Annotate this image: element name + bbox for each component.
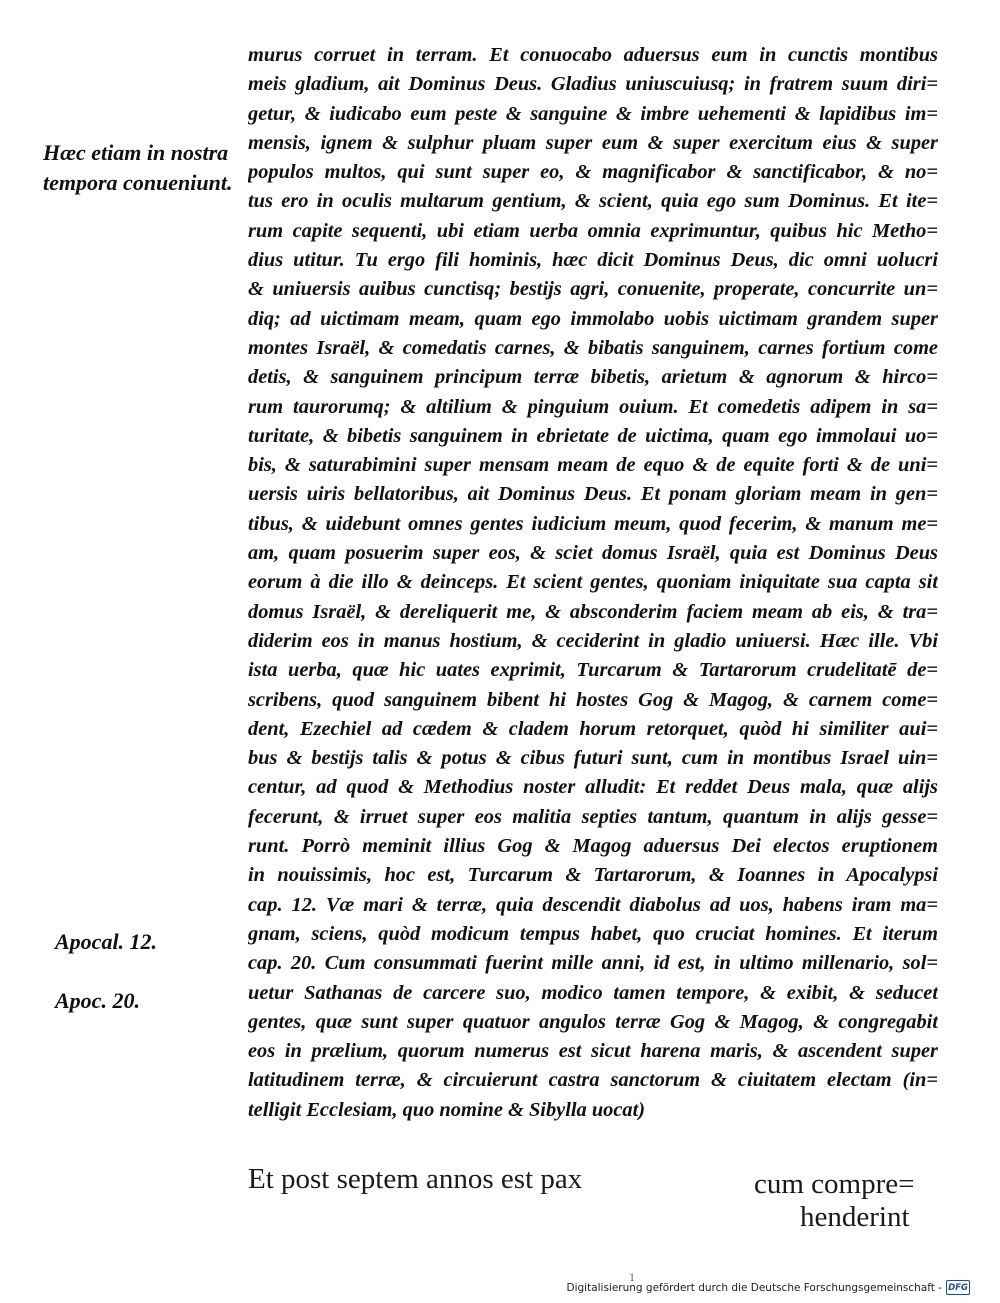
text-line: bus & bestijs talis & potus & cibus futuri sunt, cum in montibus Israel uin= [248,747,938,770]
text-line: telligit Ecclesiam, quo nomine & Sibylla uocat) [248,1098,646,1121]
text-line: getur, & iudicabo eum peste & sanguine & imbre uehementi & lapidibus im= [248,102,938,125]
text-line: diderim eos in manus hostium, & ceciderint in gladio uniuersi. Hæc ille. Vbi [248,629,938,652]
text-line: rum capite sequenti, ubi etiam uerba omnia exprimuntur, quibus hic Metho= [248,219,938,242]
text-line: eorum à die illo & deinceps. Et scient gentes, quoniam iniquitate sua capta sit [248,571,938,594]
text-line: & uniuersis auibus cunctisq; bestijs agri, conuenite, properate, concurrite un= [248,278,938,301]
text-line: turitate, & bibetis sanguinem in ebrietate de uictima, quam ego immolaui uo= [248,424,938,447]
text-line: in nouissimis, hoc est, Turcarum & Tartarorum, & Ioannes in Apocalypsi [248,864,938,887]
text-line: latitudinem terræ, & circuierunt castra sanctorum & ciuitatem electam (in= [248,1069,938,1092]
text-line: tus ero in oculis multarum gentium, & scient, quia ego sum Dominus. Et ite= [248,190,938,213]
text-line: runt. Porrò meminit illius Gog & Magog aduersus Dei electos eruptionem [248,835,938,858]
marginal-note-line: tempora conueniunt. [43,170,233,195]
text-line: populos multos, qui sunt super eo, & magnificabor & sanctificabor, & no= [248,161,938,184]
text-line: meis gladium, ait Dominus Deus. Gladius uniuscuiusq; in fratrem suum diri= [248,73,938,96]
text-line: bis, & saturabimini super mensam meam de equo & de equite forti & de uni= [248,454,938,477]
text-line: gentes, quæ sunt super quatuor angulos terræ Gog & Magog, & congregabit [248,1010,938,1033]
text-line: montes Israël, & comedatis carnes, & bibatis sanguinem, carnes fortium come [248,336,938,359]
main-text-block [248,41,938,1125]
digitization-footer [566,1280,970,1295]
text-line: murus corruet in terram. Et conuocabo aduersus eum in cunctis montibus [248,44,938,66]
text-line: detis, & sanguinem principum terræ bibetis, arietum & agnorum & hirco= [248,366,938,389]
text-line: uetur Sathanas de carcere suo, modico tamen tempore, & exibit, & seducet [248,981,938,1004]
text-line: scribens, quod sanguinem bibent hi hostes Gog & Magog, & carnem come= [248,688,938,711]
text-line: domus Israël, & dereliquerit me, & absconderim faciem meam ab eis, & tra= [248,600,938,623]
text-line: mensis, ignem & sulphur pluam super eum & super exercitum eius & super [248,131,938,154]
marginal-note-line: Hæc etiam in nostra [43,140,229,165]
text-line: fecerunt, & irruet super eos malitia septies tantum, quantum in alijs gesse= [248,805,938,828]
marginal-note [43,138,232,198]
text-line: uersis uiris bellatoribus, ait Dominus Deus. Et ponam gloriam meam in gen= [248,483,938,506]
footer-text: Digitalisierung gefördert durch die Deutsche Forschungsgemeinschaft - [566,1281,942,1294]
page-mark: 1 [629,1270,635,1284]
text-line: gnam, sciens, quòd modicum tempus habet, quo cruciat homines. Et iterum [248,922,938,945]
catchline-right-2: henderint [800,1201,910,1233]
text-line: am, quam posuerim super eos, & sciet domus Israël, quia est Dominus Deus [248,542,938,565]
marginal-reference: Apoc. 20. [55,988,140,1013]
catchline-left: Et post septem annos est pax [248,1163,583,1195]
text-line: tibus, & uidebunt omnes gentes iudicium meum, quod fecerim, & manum me= [248,512,938,535]
dfg-logo-icon: DFG [946,1280,970,1295]
marginal-reference: Apocal. 12. [55,929,158,954]
text-line: dent, Ezechiel ad cædem & cladem horum retorquet, quòd hi similiter aui= [248,717,938,740]
text-line: ista uerba, quæ hic uates exprimit, Turcarum & Tartarorum crudelitatē de= [248,659,938,682]
text-line: cap. 20. Cum consummati fuerint mille anni, id est, in ultimo millenario, sol= [248,952,938,975]
text-line: centur, ad quod & Methodius noster alludit: Et reddet Deus mala, quæ alijs [248,776,938,799]
text-line: eos in prælium, quorum numerus est sicut harena maris, & ascendent super [248,1040,938,1063]
text-line: dius utitur. Tu ergo fili hominis, hæc dicit Dominus Deus, dic omni uolucri [248,249,938,272]
catchline-right-1: cum compre= [754,1168,915,1200]
text-line: cap. 12. Væ mari & terræ, quia descendit diabolus ad uos, habens iram ma= [248,893,938,916]
text-line: rum taurorumq; & altilium & pinguium ouium. Et comedetis adipem in sa= [248,395,938,418]
text-line: diq; ad uictimam meam, quam ego immolabo uobis uictimam grandem super [248,307,938,330]
